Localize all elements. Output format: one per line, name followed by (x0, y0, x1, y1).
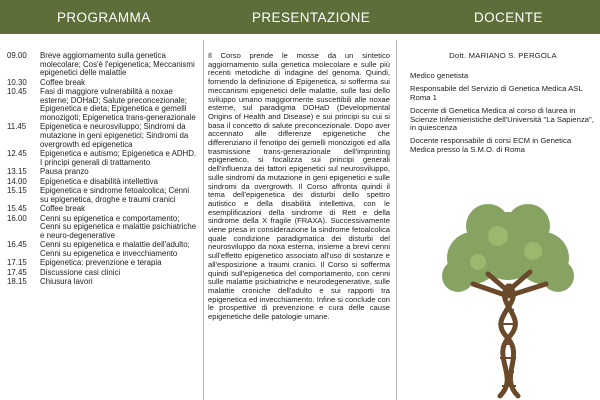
column-divider-right (396, 40, 397, 400)
schedule-row (7, 259, 199, 268)
schedule-list (7, 52, 199, 288)
schedule-row (7, 241, 199, 258)
schedule-description: Discussione casi clinici (40, 267, 121, 277)
schedule-time: 17.15 (7, 258, 27, 268)
docente-title: DOCENTE (474, 10, 543, 25)
teacher-role: Medico genetista (410, 70, 469, 80)
schedule-row (7, 178, 199, 187)
schedule-row (7, 88, 199, 122)
schedule-time: 14.00 (7, 176, 27, 186)
schedule-description: Chiusura lavori (40, 277, 93, 287)
schedule-row (7, 52, 199, 78)
schedule-description: Fasi di maggiore vulnerabilità a noxae esterne; DOHaD; Salute preconcezionale; Epigenetica e dieta; Epigenetica e gemelli monozigoti; Epigenetica trans-generazionale (40, 87, 196, 122)
schedule-time: 10.45 (7, 87, 27, 97)
teacher-role: Responsabile del Servizio di Genetica Medica ASL Roma 1 (410, 83, 583, 102)
schedule-row (7, 150, 199, 167)
schedule-time: 10.30 (7, 77, 27, 87)
teacher-role: Docente di Genetica Medica al corso di laurea in Scienze Infermieristiche dell'Università "La Sapienza", in quiescenza (410, 105, 594, 133)
schedule-description: Epigenetica e autismo; Epigenetica e ADHD. I principi generali di trattamento (40, 149, 197, 167)
schedule-time: 16.45 (7, 240, 27, 250)
schedule-row (7, 269, 199, 278)
schedule-time: 11.45 (7, 122, 27, 132)
presentation-text: Il Corso prende le mosse da un sintetico aggiornamento sulla genetica molecolare e sulle più recenti metodiche di indagine del genoma. Quindi, fornendo la definizione di Epigenetica, si sofferma sui meccanismi epigenetici delle malattie, sulle fasi dello sviluppo umano maggiormente suscettibili alle noxae esterne, sul paradigma DOHaD (Developmental Origins of Health and Disease) e sui principi su cui si basa il concetto di salute preconcezionale. Dopo aver accennato alle differenze epigenetiche che differenziano il fenotipo dei gemelli monozigoti ed alla trasmissione trans-generazionale dell'imprinting epigenetico, si focalizza sui principi generali dell'influenza dei fattori epigenetici sul neurosviluppo, sulle sindromi da mutazione in geni epigenetici e sulle sindromi da overgrowth. Il Corso affronta quindi il tema dell'epigenetica dei disturbi dello spettro autistico e della disabilità intellettiva, con le esemplificazioni della sindrome di Rett e della sindrome della X fragile (FRAXA). Successivamente viene presa in considerazione la sindrome fetoalcolica quale condizione paradigmatica dei disturbi del neurosviluppo da noxa esterna, insieme a brevi cenni sull'effetto epigenetico associato all'uso di sostanze e all'esposizione a traumi cranici. Il Corso si sofferma quindi sull'epigenetica del comportamento, con cenni sulle malattie psichiatriche e neurodegenerative, sulle malattie croniche dell'adulto e sui rapporti tra epigenetica ed invecchiamento. Infine si conclude con le prospettive di prevenzione e cura delle cause epigenetiche delle patologie umane. (208, 52, 390, 322)
schedule-row (7, 79, 199, 88)
schedule-row (7, 278, 199, 287)
schedule-time: 15.15 (7, 186, 27, 196)
schedule-description: Coffee break (40, 77, 86, 87)
schedule-time: 15.45 (7, 204, 27, 214)
schedule-description: Cenni su epigenetica e malattie dell'adulto; Cenni su epigenetica e invecchiamento (40, 240, 190, 258)
schedule-description: Cenni su epigenetica e comportamento; Cenni su epigenetica e malattie psichiatriche e neuro-degenerative (40, 213, 197, 240)
schedule-row (7, 187, 199, 204)
schedule-description: Coffee break (40, 204, 86, 214)
column-divider-left (203, 40, 204, 400)
schedule-row (7, 205, 199, 214)
teacher-name: Dott. MARIANO S. PERGOLA (449, 51, 557, 60)
schedule-row (7, 123, 199, 149)
schedule-time: 17.45 (7, 267, 27, 277)
presentazione-title: PRESENTAZIONE (252, 10, 371, 25)
schedule-time: 16.00 (7, 213, 27, 223)
schedule-description: Epigenetica: prevenzione e terapia (40, 258, 162, 268)
schedule-description: Pausa pranzo (40, 167, 89, 177)
schedule-description: Epigenetica e neurosviluppo; Sindromi da mutazione in geni epigenetici; Sindromi da overgrowth ed epigenetica (40, 122, 189, 149)
schedule-description: Epigenetica e sindrome fetoalcolica; Cenni su epigenetica, droghe e traumi cranici (40, 186, 190, 204)
dna-tree-icon (428, 196, 588, 400)
teacher-role: Docente responsabile di corsi ECM in Genetica Medica presso la S.M.O. di Roma (410, 136, 572, 155)
header-bar (0, 0, 600, 34)
schedule-row (7, 215, 199, 241)
schedule-time: 13.15 (7, 167, 27, 177)
schedule-time: 18.15 (7, 277, 27, 287)
schedule-time: 12.45 (7, 149, 27, 159)
programma-title: PROGRAMMA (57, 10, 151, 25)
schedule-time: 09.00 (7, 51, 27, 60)
schedule-row (7, 168, 199, 177)
schedule-description: Epigenetica e disabilità intellettiva (40, 176, 158, 186)
teacher-section (410, 52, 596, 159)
schedule-description: Breve aggiornamento sulla genetica molecolare; Cos'è l'epigenetica; Meccanismi epigenetici delle malattie (40, 51, 195, 78)
